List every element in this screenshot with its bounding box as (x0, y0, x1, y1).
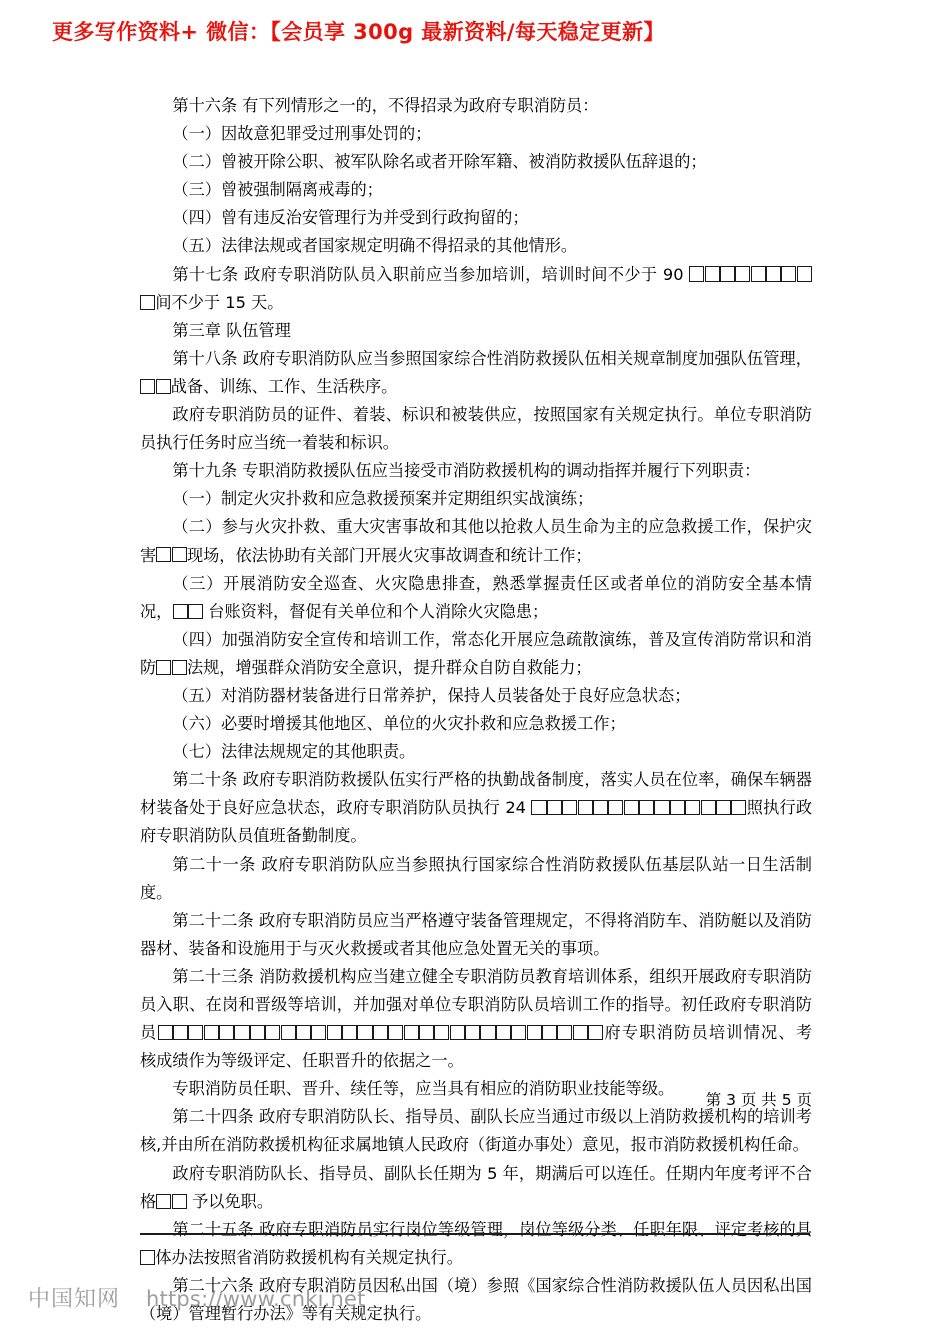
missing-glyph-box (265, 1025, 280, 1040)
missing-glyph-box (172, 1194, 187, 1209)
missing-glyph-box (562, 800, 577, 815)
paragraph-text: 第十七条 政府专职消防队员入职前应当参加培训，培训时间不少于 90 (172, 264, 689, 284)
missing-glyph-box (639, 800, 654, 815)
page-number-footer: 第 3 页 共 5 页 (705, 1091, 812, 1109)
missing-glyph-box (188, 1025, 203, 1040)
missing-glyph-box (557, 1025, 572, 1040)
missing-glyph-box (173, 604, 188, 619)
missing-glyph-box (685, 800, 700, 815)
missing-glyph-box (766, 266, 781, 281)
document-paragraph: 第二十二条 政府专职消防员应当严格遵守装备管理规定，不得将消防车、消防艇以及消防器材、装备和设施用于与灭火救援或者其他应急处置无关的事项。 (140, 910, 812, 958)
document-paragraph: （五）对消防器材装备进行日常养护，保持人员装备处于良好应急状态； (172, 685, 691, 705)
missing-glyph-box (701, 800, 716, 815)
paragraph-text: 政府专职消防队长、指导员、副队长任期为 5 年，期满后可以连任。任期内年度考评不合格 (140, 1163, 812, 1211)
document-paragraph: 政府专职消防员的证件、着装、标识和被装供应，按照国家有关规定执行。单位专职消防员执行任务时应当统一着装和标识。 (140, 405, 812, 453)
missing-glyph-box (480, 1025, 495, 1040)
missing-glyph-box (419, 1025, 434, 1040)
paragraph-text: 第二十五条 政府专职消防员实行岗位等级管理，岗位等级分类、任职年限、评定考核的具 (172, 1219, 812, 1239)
document-paragraph (140, 570, 812, 626)
document-paragraph: （三）曾被强制隔离戒毒的； (172, 180, 383, 200)
missing-glyph-box (578, 800, 593, 815)
missing-glyph-box (588, 1025, 603, 1040)
missing-glyph-box (172, 547, 187, 562)
missing-glyph-box (327, 1025, 342, 1040)
paragraph-text: 予以免职。 (186, 1191, 274, 1211)
missing-glyph-box (357, 1025, 372, 1040)
paragraph-text: 台账资料，督促有关单位和个人消除火灾隐患； (203, 601, 549, 621)
missing-glyph-box (140, 295, 155, 310)
paragraph-text: 法规，增强群众消防安全意识，提升群众自防自救能力； (186, 657, 592, 677)
missing-glyph-box (140, 379, 155, 394)
missing-glyph-box (716, 800, 731, 815)
missing-glyph-run (140, 377, 171, 396)
promotional-header-banner: 更多写作资料+ 微信：【会员享 300g 最新资料/每天稳定更新】 (52, 20, 665, 44)
missing-glyph-box (188, 604, 203, 619)
document-body (140, 92, 812, 1328)
paragraph-text: 战备、训练、工作、生活秩序。 (170, 376, 398, 396)
missing-glyph-box (172, 660, 187, 675)
paragraph-text: 现场，依法协助有关部门开展火灾事故调查和统计工作； (186, 545, 592, 565)
missing-glyph-box (311, 1025, 326, 1040)
missing-glyph-run (172, 602, 203, 621)
missing-glyph-box (731, 800, 746, 815)
missing-glyph-box (496, 1025, 511, 1040)
paragraph-text: 第二十三条 消防救援机构应当建立健全专职消防员教育培训体系，组织开展政府专职消防员入职、在岗和晋级等培训，并加强对单位专职消防队员培训工作的指导。初任政府专职消防员 (140, 966, 812, 1043)
missing-glyph-box (527, 1025, 542, 1040)
missing-glyph-run (156, 546, 187, 565)
missing-glyph-box (158, 1025, 173, 1040)
document-paragraph: （六）必要时增援其他地区、单位的火灾扑救和应急救援工作； (172, 714, 626, 734)
document-paragraph: （五）法律法规或者国家规定明确不得招录的其他情形。 (172, 236, 578, 256)
document-paragraph: （一）制定火灾扑救和应急救援预案并定期组织实战演练； (172, 489, 594, 509)
missing-glyph-box (156, 1194, 171, 1209)
paragraph-text: （二）参与火灾扑救、重大灾害事故和其他以抢救人员生命为主的应急救援工作，保护灾害 (140, 517, 812, 565)
document-paragraph (140, 1160, 812, 1216)
missing-glyph-run (140, 1248, 155, 1267)
missing-glyph-box (373, 1025, 388, 1040)
missing-glyph-box (434, 1025, 449, 1040)
document-paragraph (140, 345, 812, 401)
missing-glyph-box (404, 1025, 419, 1040)
document-paragraph: （四）曾有违反治安管理行为并受到行政拘留的； (172, 208, 529, 228)
paragraph-text: 间不少于 15 天。 (155, 292, 284, 312)
paragraph-text: 第十八条 政府专职消防队应当参照国家综合性消防救援队伍相关规章制度加强队伍管理， (172, 348, 812, 368)
paragraph-text: 照执行政府专职消防队员值班备勤制度。 (140, 798, 813, 846)
missing-glyph-box (608, 800, 623, 815)
missing-glyph-box (156, 547, 171, 562)
document-paragraph: 第十六条 有下列情形之一的，不得招录为政府专职消防员： (172, 96, 599, 115)
missing-glyph-box (219, 1025, 234, 1040)
missing-glyph-box (797, 266, 812, 281)
missing-glyph-box (342, 1025, 357, 1040)
footer-separator-rule (140, 1233, 810, 1235)
document-paragraph: 第二十四条 政府专职消防队长、指导员、副队长应当通过市级以上消防救援机构的培训考核,并由所在消防救援机构征求属地镇人民政府（街道办事处）意见，报市消防救援机构任命。 (140, 1107, 812, 1155)
missing-glyph-box (531, 800, 546, 815)
missing-glyph-box (542, 1025, 557, 1040)
document-paragraph: （一）因故意犯罪受过刑事处罚的； (172, 124, 432, 144)
missing-glyph-box (670, 800, 685, 815)
cnki-url-label: https://www.cnki.net (146, 1287, 366, 1311)
document-paragraph (140, 513, 812, 569)
missing-glyph-run (157, 1023, 603, 1042)
missing-glyph-box (140, 1250, 155, 1265)
missing-glyph-box (296, 1025, 311, 1040)
missing-glyph-box (547, 800, 562, 815)
paragraph-text: 体办法按照省消防救援机构有关规定执行。 (155, 1247, 463, 1267)
missing-glyph-run (156, 1192, 187, 1211)
missing-glyph-box (654, 800, 669, 815)
missing-glyph-box (465, 1025, 480, 1040)
paragraph-text: （三）开展消防安全巡查、火灾隐患排查，熟悉掌握责任区或者单位的消防安全基本情况， (140, 573, 812, 621)
missing-glyph-box (705, 266, 720, 281)
missing-glyph-box (156, 379, 171, 394)
document-paragraph: （二）曾被开除公职、被军队除名或者开除军籍、被消防救援队伍辞退的； (172, 152, 707, 172)
document-paragraph: 第三章 队伍管理 (172, 320, 291, 340)
cnki-watermark (28, 1282, 366, 1313)
document-paragraph: 专职消防员任职、晋升、续任等，应当具有相应的消防职业技能等级。 (172, 1079, 675, 1099)
document-paragraph (140, 261, 812, 317)
paragraph-text: 府专职消防员培训情况、考核成绩作为等级评定、任职晋升的依据之一。 (140, 1023, 813, 1071)
missing-glyph-box (573, 1025, 588, 1040)
paragraph-text: 第二十条 政府专职消防救援队伍实行严格的执勤战备制度，落实人员在位率，确保车辆器材装备处于良好应急状态，政府专职消防队员执行 24 (140, 770, 812, 818)
missing-glyph-box (751, 266, 766, 281)
document-paragraph (140, 766, 812, 850)
missing-glyph-run (531, 798, 746, 817)
missing-glyph-run (156, 658, 187, 677)
document-paragraph: 第二十一条 政府专职消防队应当参照执行国家综合性消防救援队伍基层队站一日生活制度。 (140, 854, 812, 902)
missing-glyph-box (250, 1025, 265, 1040)
cnki-brand-label: 中国知网 (28, 1287, 121, 1312)
missing-glyph-box (720, 266, 735, 281)
document-paragraph: 第二十六条 政府专职消防员因私出国（境）参照《国家综合性消防救援队伍人员因私出国（境）管理暂行办法》等有关规定执行。 (140, 1275, 812, 1324)
missing-glyph-box (281, 1025, 296, 1040)
missing-glyph-box (450, 1025, 465, 1040)
document-paragraph (140, 963, 812, 1075)
missing-glyph-box (511, 1025, 526, 1040)
missing-glyph-box (624, 800, 639, 815)
missing-glyph-box (781, 266, 796, 281)
missing-glyph-box (689, 266, 704, 281)
document-paragraph (140, 1216, 812, 1272)
missing-glyph-box (173, 1025, 188, 1040)
missing-glyph-box (204, 1025, 219, 1040)
missing-glyph-box (234, 1025, 249, 1040)
document-paragraph: 第十九条 专职消防救援队伍应当接受市消防救援机构的调动指挥并履行下列职责： (172, 461, 761, 481)
document-paragraph (140, 626, 812, 682)
document-paragraph: （七）法律法规规定的其他职责。 (172, 742, 416, 762)
missing-glyph-box (156, 660, 171, 675)
paragraph-text: （四）加强消防安全宣传和培训工作，常态化开展应急疏散演练，普及宣传消防常识和消防 (140, 629, 812, 677)
missing-glyph-box (593, 800, 608, 815)
missing-glyph-box (388, 1025, 403, 1040)
missing-glyph-box (735, 266, 750, 281)
